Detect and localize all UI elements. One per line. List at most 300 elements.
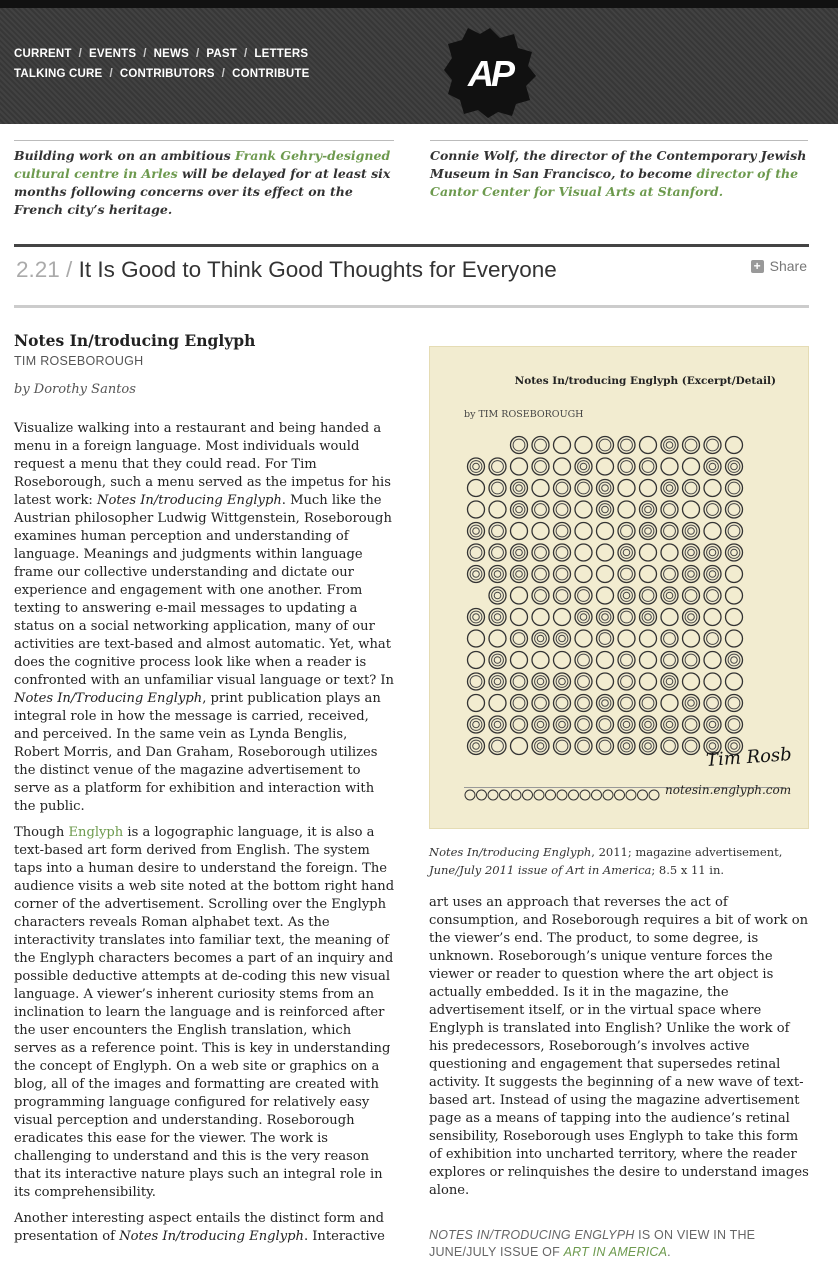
glyph-inner-ring <box>602 614 609 621</box>
glyph-inner-ring <box>513 547 525 559</box>
glyph-inner-ring <box>470 568 482 580</box>
glyph-ring <box>532 480 549 497</box>
page-title <box>16 257 557 283</box>
glyph-inner-ring <box>621 547 633 559</box>
glyph-inner-ring <box>707 719 719 731</box>
glyph-inner-ring <box>685 439 697 451</box>
glyph-inner-ring <box>578 654 590 666</box>
glyph-inner-ring <box>535 504 547 516</box>
site-header <box>0 8 838 124</box>
glyph-inner-ring <box>556 590 568 602</box>
glyph-inner-ring <box>537 678 544 685</box>
glyph-inner-ring <box>709 549 716 556</box>
glyph-inner-ring <box>492 547 504 559</box>
glyph-inner-ring <box>688 528 695 535</box>
strip-glyph <box>603 790 613 800</box>
nav-row-1 <box>14 44 309 64</box>
glyph-inner-ring <box>556 697 568 709</box>
glyph-inner-ring <box>559 635 566 642</box>
paragraph: art uses an approach that reverses the act of consumption, and Roseborough requires a bit of work on the viewer’s end. The product, to some degree, is unknown. Roseborough’s unique venture forces the viewer or reader to question where the art object is actually embedded. Is it in the magazine, the advertisement itself, or in the virtual space where Englyph is translated into English? Unlike the work of his predecessors, Roseborough’s involves active questioning and engagement that supersedes retinal activity. It suggests the beginning of a new wave of text-based art. Instead of using the magazine advertisement page as a means of tapping into the audience’s retinal sensibility, Roseborough uses Englyph to take this form of exhibition into uncharted territory, where the reader explores or relinquishes the desire to understand images alone. <box>429 895 809 1198</box>
glyph-ring <box>661 544 678 561</box>
artist-signature: Tim Rosb <box>705 744 793 771</box>
glyph-ring <box>511 458 528 475</box>
glyph-ring <box>468 652 485 669</box>
englyph-link[interactable]: Englyph <box>68 825 124 840</box>
headline-bar <box>14 244 809 308</box>
glyph-ring <box>726 673 743 690</box>
glyph-inner-ring <box>728 654 740 666</box>
glyph-ring <box>489 695 506 712</box>
glyph-inner-ring <box>578 611 590 623</box>
glyph-inner-ring <box>688 614 695 621</box>
strip-glyph <box>511 790 521 800</box>
glyph-inner-ring <box>556 504 568 516</box>
nav-news[interactable]: NEWS <box>153 48 189 60</box>
glyph-inner-ring <box>537 743 544 750</box>
figure-title: Notes In/troducing Englyph (Excerpt/Detail) <box>514 375 776 387</box>
glyph-ring <box>575 501 592 518</box>
top-border <box>0 0 838 8</box>
glyph-inner-ring <box>599 439 611 451</box>
glyph-inner-ring <box>728 547 740 559</box>
glyph-inner-ring <box>664 590 676 602</box>
figure-url: notesin.englyph.com <box>665 783 792 797</box>
glyph-inner-ring <box>728 719 740 731</box>
glyph-inner-ring <box>599 482 611 494</box>
glyph-ring <box>468 501 485 518</box>
glyph-inner-ring <box>642 525 654 537</box>
issue-number: 2.21 / <box>16 257 73 282</box>
glyph-ring <box>511 587 528 604</box>
on-view-note: NOTES IN/TRODUCING ENGLYPH IS ON VIEW IN THE JUNE/JULY ISSUE OF ART IN AMERICA. <box>429 1228 756 1259</box>
glyph-ring <box>640 566 657 583</box>
glyph-ring <box>511 738 528 755</box>
glyph-inner-ring <box>494 614 501 621</box>
glyph-inner-ring <box>621 676 633 688</box>
news-item-right: Connie Wolf, the director of the Contemporary Jewish Museum in San Francisco, to become director of the Cantor Center for Visual Arts at Stanford. <box>430 140 808 201</box>
glyph-inner-ring <box>621 697 633 709</box>
glyph-inner-ring <box>578 590 590 602</box>
glyph-inner-ring <box>709 721 716 728</box>
glyph-inner-ring <box>513 633 525 645</box>
glyph-ring <box>726 587 743 604</box>
glyph-ring <box>597 587 614 604</box>
glyph-ring <box>640 652 657 669</box>
glyph-inner-ring <box>470 547 482 559</box>
glyph-inner-ring <box>578 719 590 731</box>
glyph-inner-ring <box>685 697 697 709</box>
glyph-inner-ring <box>731 657 738 664</box>
glyph-inner-ring <box>621 461 633 473</box>
glyph-inner-ring <box>621 740 633 752</box>
glyph-inner-ring <box>621 611 633 623</box>
glyph-inner-ring <box>642 590 654 602</box>
glyph-ring <box>554 437 571 454</box>
glyph-ring <box>683 630 700 647</box>
nav-separator: / <box>78 48 83 60</box>
glyph-ring <box>532 523 549 540</box>
glyph-inner-ring <box>685 568 697 580</box>
article-body-right <box>429 894 809 1208</box>
glyph-inner-ring <box>513 676 525 688</box>
plus-icon: + <box>751 260 764 273</box>
glyph-inner-ring <box>492 525 504 537</box>
glyph-inner-ring <box>707 547 719 559</box>
glyph-inner-ring <box>645 506 652 513</box>
glyph-inner-ring <box>642 697 654 709</box>
image-caption: Notes In/troducing Englyph, 2011; magazine advertisement, June/July 2011 issue of Art in America; 8.5 x 11 in. <box>429 845 783 877</box>
glyph-inner-ring <box>473 528 480 535</box>
glyph-inner-ring <box>470 461 482 473</box>
glyph-inner-ring <box>599 633 611 645</box>
glyph-inner-ring <box>535 461 547 473</box>
glyph-ring <box>704 673 721 690</box>
strip-glyph <box>615 790 625 800</box>
strip-glyph <box>523 790 533 800</box>
glyph-inner-ring <box>666 678 673 685</box>
paragraph: Visualize walking into a restaurant and being handed a menu in a foreign language. Most individuals would request a menu that they could read. For Tim Roseborough, such a menu served as the impetus for his latest work: Notes In/troducing Englyph. Much like the Austrian philosopher Ludwig Wittgenstein, Roseborough examines human perception and understanding of language. Meanings and judgments within language frame our collective understanding and dictate our experience and engagement with one another. From texting to answering e-mail messages to updating a status on a social networking application, many of our activities are text-based and almost automatic. Yet, what does the cognitive process look like when a reader is confronted with an unfamiliar visual language or text? In Notes In/Troducing Englyph, print publication plays an integral role in how the message is carried, received, and perceived. In the same vein as Lynda Benglis, Robert Morris, and Dan Graham, Roseborough utilizes the distinct venue of the magazine advertisement to serve as a platform for exhibition and interaction with the public. <box>14 421 394 814</box>
glyph-inner-ring <box>685 590 697 602</box>
nav-past[interactable]: PAST <box>206 48 237 60</box>
glyph-inner-ring <box>666 485 673 492</box>
glyph-inner-ring <box>513 504 525 516</box>
glyph-inner-ring <box>707 590 719 602</box>
glyph-inner-ring <box>494 678 501 685</box>
glyph-inner-ring <box>664 482 676 494</box>
glyph-inner-ring <box>513 439 525 451</box>
glyph-inner-ring <box>621 525 633 537</box>
glyph-inner-ring <box>664 654 676 666</box>
glyph-inner-ring <box>664 633 676 645</box>
glyph-ring <box>618 501 635 518</box>
glyph-inner-ring <box>492 590 504 602</box>
glyph-inner-ring <box>535 697 547 709</box>
glyph-inner-ring <box>709 571 716 578</box>
glyph-inner-ring <box>642 504 654 516</box>
glyph-inner-ring <box>556 525 568 537</box>
strip-glyph <box>569 790 579 800</box>
glyph-ring <box>661 458 678 475</box>
glyph-inner-ring <box>642 461 654 473</box>
glyph-inner-ring <box>535 740 547 752</box>
article-byline: by Dorothy Santos <box>14 382 136 397</box>
glyph-inner-ring <box>623 721 630 728</box>
nav-contributors[interactable]: CONTRIBUTORS <box>119 68 215 80</box>
glyph-ring <box>575 630 592 647</box>
paragraph: Another interesting aspect entails the distinct form and presentation of Notes In/troducing Englyph. Interactive <box>14 1211 385 1244</box>
share-label: Share <box>769 258 807 274</box>
glyph-inner-ring <box>666 721 673 728</box>
glyph-inner-ring <box>664 525 676 537</box>
art-in-america-link[interactable]: ART IN AMERICA <box>563 1245 668 1259</box>
glyph-ring <box>704 609 721 626</box>
glyph-inner-ring <box>470 719 482 731</box>
glyph-inner-ring <box>642 719 654 731</box>
glyph-ring <box>575 437 592 454</box>
glyph-ring <box>640 630 657 647</box>
glyph-ring <box>489 501 506 518</box>
glyph-inner-ring <box>688 700 695 707</box>
glyph-inner-ring <box>535 633 547 645</box>
glyph-ring <box>726 630 743 647</box>
glyph-inner-ring <box>645 743 652 750</box>
glyph-inner-ring <box>535 439 547 451</box>
strip-glyph <box>477 790 487 800</box>
glyph-inner-ring <box>494 592 501 599</box>
glyph-inner-ring <box>556 676 568 688</box>
glyph-inner-ring <box>621 439 633 451</box>
glyph-inner-ring <box>707 633 719 645</box>
glyph-ring <box>511 652 528 669</box>
nav-talking-cure[interactable]: TALKING CURE <box>14 68 103 80</box>
share-button[interactable] <box>751 258 807 274</box>
glyph-ring <box>661 695 678 712</box>
logo-text: AP <box>467 53 513 94</box>
glyph-ring <box>661 609 678 626</box>
glyph-inner-ring <box>535 547 547 559</box>
artwork-image <box>429 346 809 829</box>
glyph-inner-ring <box>642 611 654 623</box>
glyph-ring <box>575 523 592 540</box>
glyph-inner-ring <box>470 611 482 623</box>
glyph-ring <box>597 652 614 669</box>
glyph-inner-ring <box>623 743 630 750</box>
glyph-ring <box>726 609 743 626</box>
glyph-ring <box>468 480 485 497</box>
glyph-inner-ring <box>556 547 568 559</box>
glyph-ring <box>597 544 614 561</box>
nav-separator: / <box>195 48 200 60</box>
glyph-ring <box>640 437 657 454</box>
glyph-inner-ring <box>664 740 676 752</box>
glyph-inner-ring <box>685 611 697 623</box>
nav-events[interactable]: EVENTS <box>89 48 137 60</box>
strip-glyph <box>546 790 556 800</box>
glyph-inner-ring <box>623 549 630 556</box>
nav-current[interactable]: CURRENT <box>14 48 72 60</box>
glyph-inner-ring <box>492 740 504 752</box>
glyph-ring <box>618 630 635 647</box>
glyph-ring <box>511 609 528 626</box>
glyph-inner-ring <box>559 678 566 685</box>
glyph-inner-ring <box>728 461 740 473</box>
article-body-left <box>14 420 396 1254</box>
glyph-inner-ring <box>580 614 587 621</box>
glyph-inner-ring <box>556 719 568 731</box>
glyph-inner-ring <box>513 482 525 494</box>
glyph-inner-ring <box>685 482 697 494</box>
glyph-ring <box>597 673 614 690</box>
glyph-strip <box>464 788 662 802</box>
headline-text: It Is Good to Think Good Thoughts for Everyone <box>78 257 557 282</box>
glyph-inner-ring <box>513 719 525 731</box>
glyph-inner-ring <box>494 571 501 578</box>
glyph-ring <box>468 630 485 647</box>
glyph-inner-ring <box>578 676 590 688</box>
glyph-ring <box>704 652 721 669</box>
glyph-ring <box>704 523 721 540</box>
glyph-inner-ring <box>470 525 482 537</box>
glyph-ring <box>683 458 700 475</box>
paragraph: Though Englyph is a logographic language, it is also a text-based art form derived from English. The system taps into a human desire to understand the foreign. The audience visits a web site noted at the bottom right hand corner of the advertisement. Scrolling over the Englyph characters reveals Roman alphabet text. As the interactivity translates into familiar text, the meaning of the Englyph characters becomes a part of an inquiry and possible deductive attempts at de-coding this new visual language. A viewer’s inherent curiosity stems from an inclination to learn the language and is reinforced after the user encounters the English translation, which serves as a reference point. This is key in understanding the concept of Englyph. On a web site or graphics on a blog, all of the images and formatting are created with programming language configured for relatively easy visual perception and understanding. Roseborough eradicates this ease for the viewer. The work is challenging to understand and this is the very reason that its interactive nature plays such an integral role in its comprehensibility. <box>14 825 395 1200</box>
glyph-inner-ring <box>492 654 504 666</box>
glyph-inner-ring <box>728 482 740 494</box>
glyph-inner-ring <box>666 442 673 449</box>
glyph-inner-ring <box>685 740 697 752</box>
glyph-inner-ring <box>537 635 544 642</box>
glyph-ring <box>511 523 528 540</box>
glyph-inner-ring <box>709 463 716 470</box>
glyph-inner-ring <box>473 614 480 621</box>
glyph-inner-ring <box>516 571 523 578</box>
glyph-inner-ring <box>513 697 525 709</box>
glyph-ring <box>726 566 743 583</box>
glyph-inner-ring <box>578 461 590 473</box>
strip-glyph <box>534 790 544 800</box>
glyph-ring <box>704 480 721 497</box>
glyph-inner-ring <box>492 482 504 494</box>
glyph-inner-ring <box>685 547 697 559</box>
strip-glyph <box>557 790 567 800</box>
glyph-ring <box>532 609 549 626</box>
nav-separator: / <box>221 68 226 80</box>
glyph-inner-ring <box>516 485 523 492</box>
news-link-gehry[interactable]: Frank Gehry-designed cultural centre in Arles <box>14 148 391 181</box>
glyph-inner-ring <box>578 697 590 709</box>
news-item-left: Building work on an ambitious Frank Gehry-designed cultural centre in Arles will be delayed for at least six months following concerns over its effect on the French city’s heritage. <box>14 140 394 219</box>
article-artist: TIM ROSEBOROUGH <box>14 354 144 368</box>
glyph-ring <box>554 458 571 475</box>
englyph-glyph-grid <box>464 433 784 763</box>
glyph-inner-ring <box>535 676 547 688</box>
nav-contribute[interactable]: CONTRIBUTE <box>232 68 310 80</box>
glyph-ring <box>640 480 657 497</box>
glyph-inner-ring <box>516 549 523 556</box>
glyph-inner-ring <box>599 611 611 623</box>
glyph-inner-ring <box>513 568 525 580</box>
glyph-inner-ring <box>645 721 652 728</box>
figure-byline: by TIM ROSEBOROUGH <box>464 409 584 420</box>
glyph-inner-ring <box>602 485 609 492</box>
glyph-inner-ring <box>578 740 590 752</box>
glyph-inner-ring <box>688 549 695 556</box>
glyph-inner-ring <box>492 719 504 731</box>
glyph-inner-ring <box>728 525 740 537</box>
glyph-inner-ring <box>580 463 587 470</box>
glyph-inner-ring <box>473 571 480 578</box>
glyph-ring <box>683 673 700 690</box>
glyph-inner-ring <box>556 633 568 645</box>
glyph-inner-ring <box>664 504 676 516</box>
glyph-inner-ring <box>473 743 480 750</box>
glyph-inner-ring <box>535 568 547 580</box>
glyph-inner-ring <box>621 590 633 602</box>
glyph-inner-ring <box>731 463 738 470</box>
glyph-inner-ring <box>494 657 501 664</box>
glyph-inner-ring <box>623 592 630 599</box>
glyph-inner-ring <box>707 568 719 580</box>
glyph-ring <box>597 566 614 583</box>
glyph-inner-ring <box>621 654 633 666</box>
glyph-inner-ring <box>707 461 719 473</box>
glyph-ring <box>575 566 592 583</box>
glyph-ring <box>683 501 700 518</box>
glyph-inner-ring <box>602 506 609 513</box>
glyph-inner-ring <box>537 721 544 728</box>
glyph-inner-ring <box>492 611 504 623</box>
nav-separator: / <box>244 48 248 60</box>
nav-separator: / <box>109 68 113 80</box>
glyph-ring <box>575 544 592 561</box>
glyph-inner-ring <box>556 740 568 752</box>
news-link-cantor[interactable]: director of the Cantor Center for Visual Arts at Stanford. <box>430 166 799 199</box>
strip-glyph <box>649 790 659 800</box>
glyph-ring <box>532 652 549 669</box>
main-nav <box>14 44 309 84</box>
glyph-ring <box>618 480 635 497</box>
glyph-ring <box>640 544 657 561</box>
nav-letters[interactable]: LETTERS <box>254 48 309 60</box>
glyph-ring <box>554 609 571 626</box>
article-title: Notes In/troducing Englyph <box>14 331 256 350</box>
strip-glyph <box>592 790 602 800</box>
glyph-inner-ring <box>535 590 547 602</box>
glyph-inner-ring <box>621 719 633 731</box>
strip-glyph <box>488 790 498 800</box>
strip-glyph <box>638 790 648 800</box>
glyph-inner-ring <box>728 504 740 516</box>
strip-glyph <box>465 790 475 800</box>
glyph-inner-ring <box>664 568 676 580</box>
glyph-inner-ring <box>599 719 611 731</box>
glyph-inner-ring <box>492 676 504 688</box>
nav-row-2 <box>14 64 309 84</box>
glyph-inner-ring <box>516 506 523 513</box>
glyph-inner-ring <box>707 504 719 516</box>
glyph-inner-ring <box>556 482 568 494</box>
glyph-ring <box>554 652 571 669</box>
glyph-inner-ring <box>578 482 590 494</box>
glyph-inner-ring <box>599 504 611 516</box>
glyph-inner-ring <box>664 676 676 688</box>
glyph-inner-ring <box>492 568 504 580</box>
glyph-ring <box>597 458 614 475</box>
glyph-inner-ring <box>556 568 568 580</box>
glyph-inner-ring <box>664 439 676 451</box>
ap-logo[interactable] <box>444 26 536 118</box>
glyph-inner-ring <box>559 721 566 728</box>
glyph-ring <box>640 673 657 690</box>
strip-glyph <box>500 790 510 800</box>
caption-title: Notes In/troducing Englyph <box>429 845 592 859</box>
strip-glyph <box>580 790 590 800</box>
glyph-inner-ring <box>645 528 652 535</box>
glyph-inner-ring <box>688 571 695 578</box>
glyph-inner-ring <box>470 740 482 752</box>
strip-glyph <box>626 790 636 800</box>
glyph-ring <box>726 437 743 454</box>
glyph-inner-ring <box>685 525 697 537</box>
glyph-inner-ring <box>685 654 697 666</box>
glyph-inner-ring <box>599 740 611 752</box>
glyph-inner-ring <box>642 740 654 752</box>
glyph-inner-ring <box>535 719 547 731</box>
glyph-inner-ring <box>728 697 740 709</box>
glyph-inner-ring <box>731 549 738 556</box>
nav-separator: / <box>143 48 147 60</box>
glyph-inner-ring <box>621 568 633 580</box>
glyph-ring <box>468 695 485 712</box>
